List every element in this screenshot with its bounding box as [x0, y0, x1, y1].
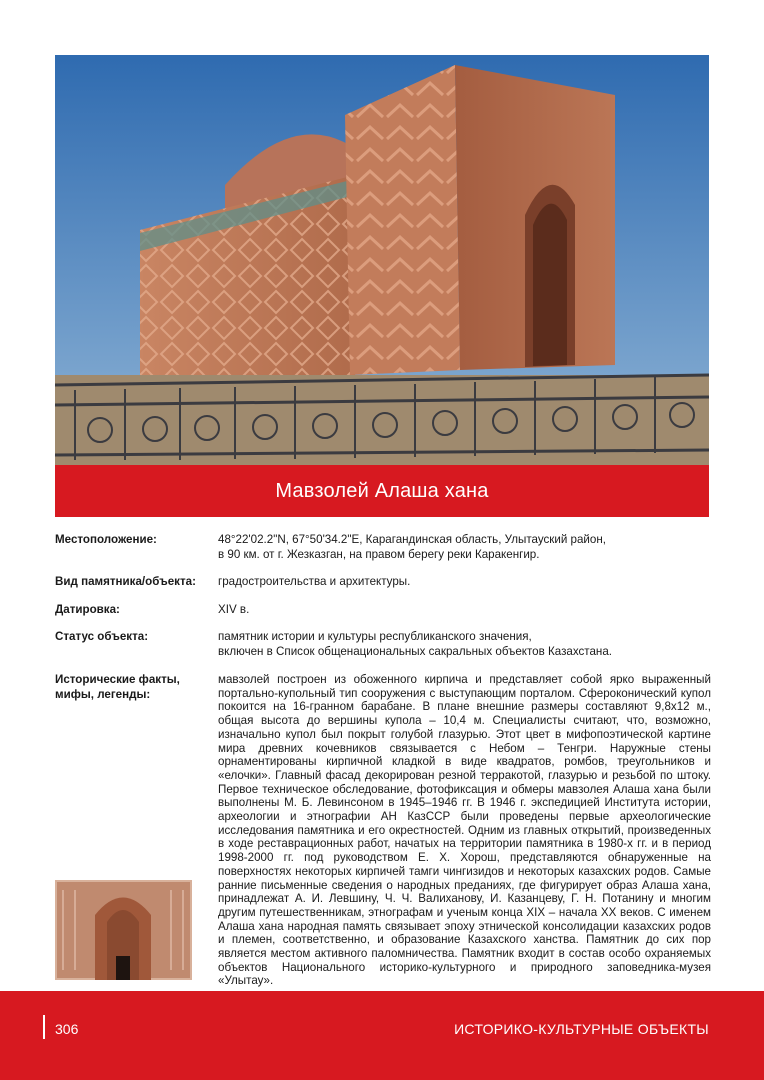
- page-footer: [0, 991, 764, 1080]
- field-label: Местоположение:: [55, 533, 157, 546]
- field-value: градостроительства и архитектуры.: [218, 575, 411, 588]
- field-label: Исторические факты, мифы, легенды:: [55, 673, 180, 701]
- field-label: Датировка:: [55, 603, 120, 616]
- section-title: ИСТОРИКО-КУЛЬТУРНЫЕ ОБЪЕКТЫ: [454, 1021, 709, 1037]
- hero-photo-mausoleum: [55, 55, 709, 465]
- field-value: XIV в.: [218, 603, 250, 616]
- page-number: 306: [55, 1021, 79, 1037]
- history-text: мавзолей построен из обоженного кирпича и представляет собой ярко выраженный портально-купольный тип сооружения с выступающим порталом. Сфероконический купол покоится на 16-гранном барабане. В плане внешние размеры составляют 9,8х12 м., общая высота до вершины купола – 10,4 м. Специалисты считают, что, возможно, изначально купол был покрыт голубой глазурью. Этот цвет в мифопоэтической картине мира древних кочевников связывается с Небом – Тенгри. Наружные стены орнаментированы кирпичной кладкой в виде квадратов, ромбов, треугольников и «елочки». Главный фасад декорирован резной терракотой, глазурью и резьбой по штоку. Первое техническое обследование, фотофиксация и обмеры мавзолея Алаша хана были выполнены М. Б. Левинсоном в 1945–1946 гг. В 1946 г. экспедицией Института истории, археологии и этнографии АН КазССР были проведены первые археологические исследования памятника и его окрестностей. Одним из главных открытий, произведенных в ходе реставрационных работ, начатых на территории памятника в 1980-х гг. и в период 1998-2000 гг. под руководством Е. Х. Хорош, представляются обнаруженные на поверхностях некоторых кирпичей тамги чингизидов и некоторых казахских родов. Самые ранние письменные сведения о народных преданиях, где фигурирует образ Алаша хана, принадлежат А. И. Левшину, Ч. Ч. Валиханову, И. Казанцеву, Г. Н. Потанину и многим другим путешественникам, этнографам и ученым конца XIX – начала XX веков. С именем Алаша хана народная память связывает эпоху этнической консолидации казахских родов и племен, соответственно, и образование Казахского ханства. Памятник до сих пор является местом активного паломничества. Памятник входит в состав особо охраняемых объектов Национального историко-культурного и природного заповедника-музея «Улытау».: [218, 673, 711, 988]
- field-value: памятник истории и культуры республиканского значения, включен в Список общенациональных сакральных объектов Казахстана.: [218, 630, 613, 658]
- footer-divider: [43, 1015, 45, 1039]
- portal-detail-photo: [55, 880, 192, 980]
- field-label: Статус объекта:: [55, 630, 149, 643]
- monument-title: Мавзолей Алаша хана: [55, 465, 709, 517]
- field-value: 48°22'02.2"N, 67°50'34.2"E, Карагандинская область, Улытауский район, в 90 км. от г. Жезказган, на правом берегу реки Каракенгир.: [218, 533, 606, 561]
- field-label: Вид памятника/объекта:: [55, 575, 196, 588]
